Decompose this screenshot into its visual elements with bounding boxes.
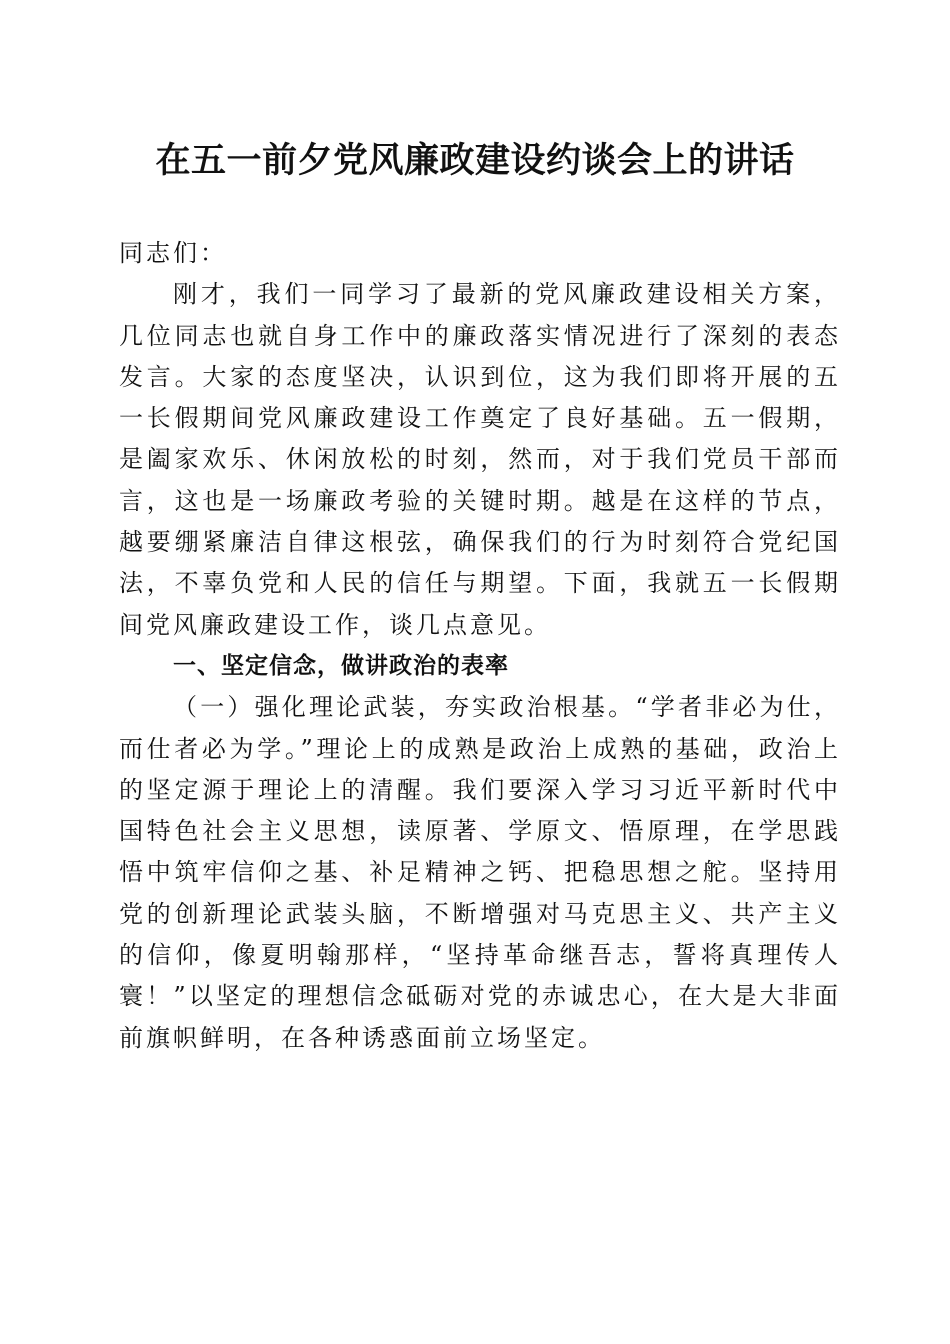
intro-paragraph: 刚才，我们一同学习了最新的党风廉政建设相关方案，几位同志也就自身工作中的廉政落实情况进行了深刻的表态发言。大家的态度坚决，认识到位，这为我们即将开展的五一长假期间党风廉政建设工作奠定了良好基础。五一假期，是阖家欢乐、休闲放松的时刻，然而，对于我们党员干部而言，这也是一场廉政考验的关键时期。越是在这样的节点，越要绷紧廉洁自律这根弦，确保我们的行为时刻符合党纪国法，不辜负党和人民的信任与期望。下面，我就五一长假期间党风廉政建设工作，谈几点意见。 [119,280,841,639]
section-1-heading: 一、坚定信念，做讲政治的表率 [173,652,509,679]
document-body [119,233,841,1059]
document-title: 在五一前夕党风廉政建设约谈会上的讲话 [155,140,795,181]
salutation: 同志们： [119,239,227,267]
section-1-item-1-paragraph: （一）强化理论武装，夯实政治根基。“学者非必为仕，而仕者必为学。”理论上的成熟是政治上成熟的基础，政治上的坚定源于理论上的清醒。我们要深入学习习近平新时代中国特色社会主义思想，读原著、学原文、悟原理，在学思践悟中筑牢信仰之基、补足精神之钙、把稳思想之舵。坚持用党的创新理论武装头脑，不断增强对马克思主义、共产主义的信仰，像夏明翰那样，“坚持革命继吾志，誓将真理传人寰！”以坚定的理想信念砥砺对党的赤诚忠心，在大是大非面前旗帜鲜明，在各种诱惑面前立场坚定。 [119,693,841,1052]
